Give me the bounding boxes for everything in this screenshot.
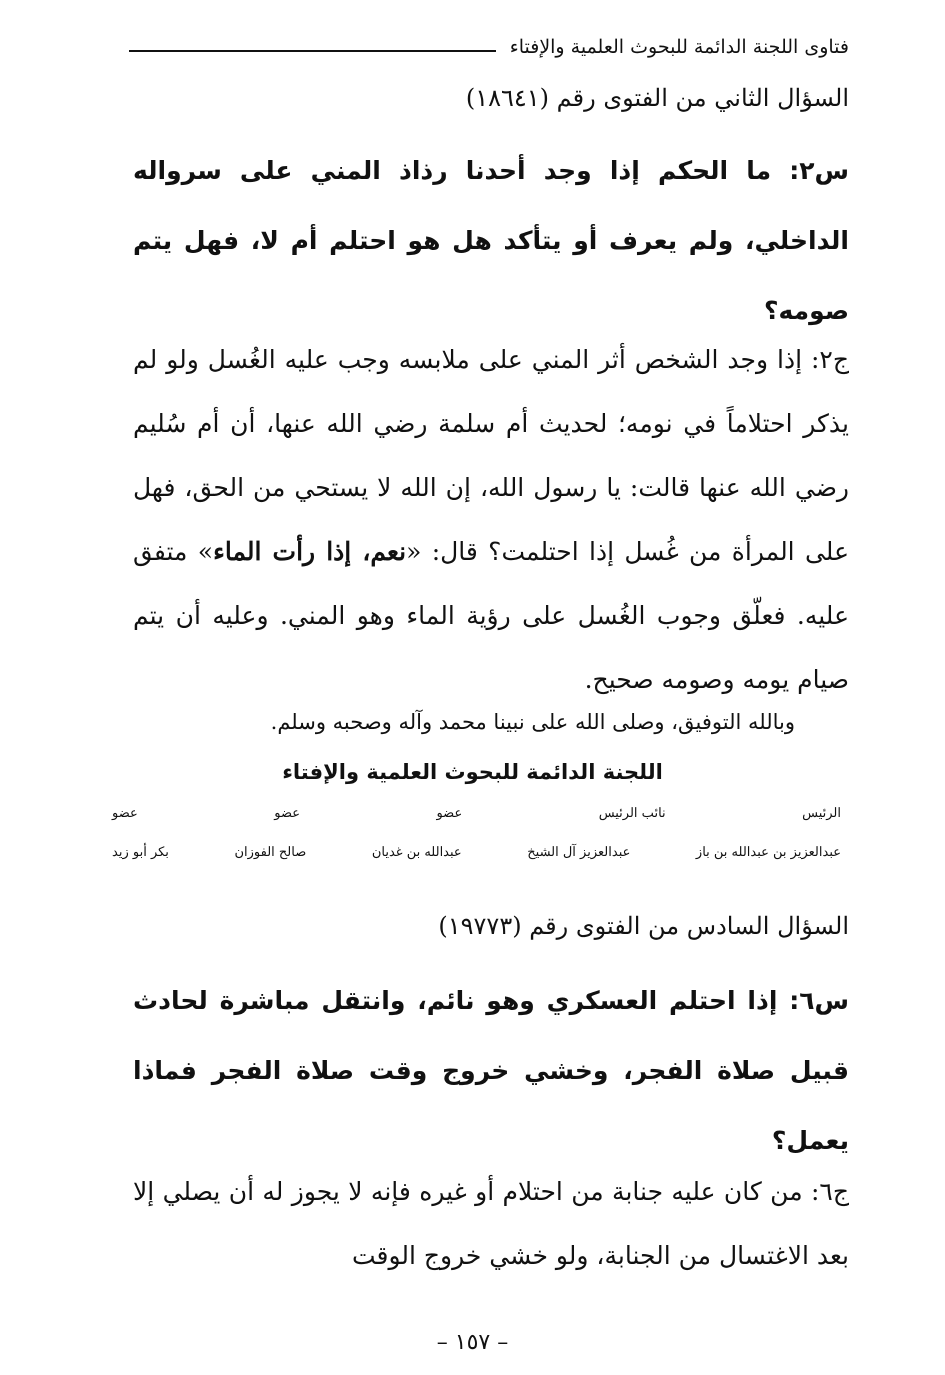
member-0: عبدالعزيز بن عبدالله بن باز [695,845,841,860]
answer-2: ج٦: من كان عليه جنابة من احتلام أو غيره فإنه لا يجوز له أن يصلي إلا بعد الاغتسال من الجنابة، ولو خشي خروج الوقت [133,1177,849,1270]
member-1: عبدالعزيز آل الشيخ [527,845,631,860]
member-3: صالح الفوزان [234,845,307,860]
answer-1 [133,328,849,712]
header-title: فتاوى اللجنة الدائمة للبحوث العلمية والإفتاء [509,36,849,58]
member-4: بكر أبو زيد [112,845,169,860]
question-2: س٦: إذا احتلم العسكري وهو نائم، وانتقل مباشرة لحادث قبيل صلاة الفجر، وخشي خروج وقت صلاة الفجر فماذا يعمل؟ [133,986,849,1155]
question-1: س٢: ما الحكم إذا وجد أحدنا رذاذ المني على سرواله الداخلي، ولم يعرف أو يتأكد هل هو احتلم أم لا، فهل يتم صومه؟ [133,156,849,325]
question-reference-2: السؤال السادس من الفتوى رقم (١٩٧٧٣) [438,912,849,940]
role-2: عضو [436,806,463,821]
answer-1-text-end: » متفق عليه. فعلّق وجوب الغُسل على رؤية الماء وهو المني. وعليه أن يتم صيام يومه وصومه صحيح. [133,537,849,694]
question-reference-1: السؤال الثاني من الفتوى رقم (١٨٦٤١) [465,84,849,112]
signature-roles [112,806,841,821]
running-header [129,32,849,62]
answer-1-text-start: ج٢: إذا وجد الشخص أثر المني على ملابسه وجب عليه الغُسل ولو لم يذكر احتلاماً في نومه؛ لحديث أم سلمة رضي الله عنها، أن أم سُليم رضي الله عنها قالت: يا رسول الله، إن الله لا يستحي من الحق، فهل على المرأة من غُسل إذا احتلمت؟ قال: « [133,345,849,566]
page-number: – ١٥٧ – [436,1330,509,1355]
member-2: عبدالله بن غديان [371,845,462,860]
hadith-quote: نعم، إذا رأت الماء [213,537,407,566]
header-rule [129,50,496,52]
committee-name: اللجنة الدائمة للبحوث العلمية والإفتاء [282,760,663,784]
closing-supplication: وبالله التوفيق، وصلى الله على نبينا محمد وآله وصحبه وسلم. [270,710,795,734]
signature-names [112,845,841,860]
role-4: عضو [112,806,138,821]
role-1: نائب الرئيس [598,806,666,821]
role-3: عضو [274,806,300,821]
role-0: الرئيس [802,806,841,821]
